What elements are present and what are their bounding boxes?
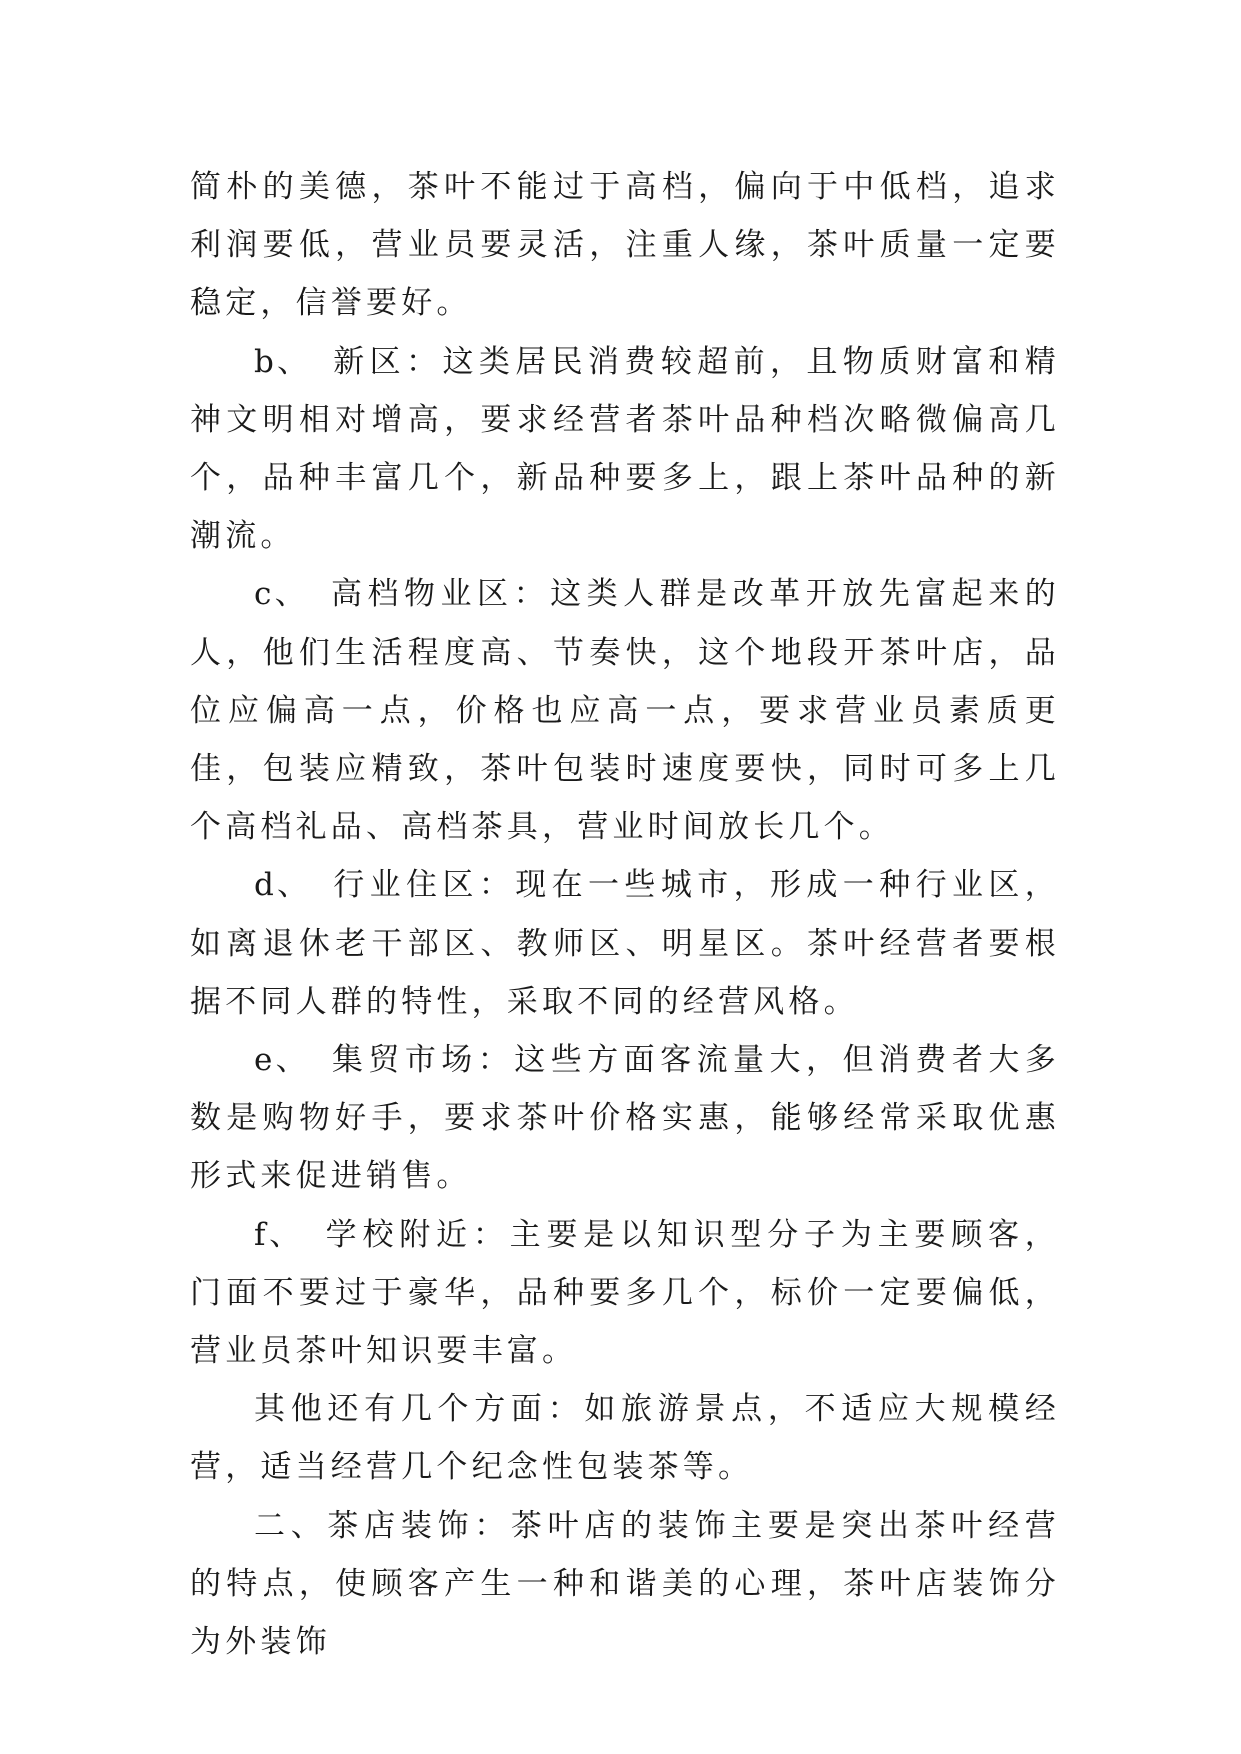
paragraph-market bbox=[190, 1031, 1060, 1206]
paragraph-text: 学校附近：主要是以知识型分子为主要顾客，门面不要过于豪华，品种要多几个，标价一定要偏低，营业员茶叶知识要丰富。 bbox=[190, 1216, 1060, 1370]
document-page bbox=[190, 158, 1060, 1671]
paragraph-premium-area bbox=[190, 565, 1060, 856]
list-marker: d、 bbox=[254, 867, 312, 904]
paragraph-text: 集贸市场：这些方面客流量大，但消费者大多数是购物好手，要求茶叶价格实惠，能够经常采取优惠形式来促进销售。 bbox=[190, 1042, 1060, 1195]
paragraph-decoration bbox=[190, 1497, 1060, 1672]
list-marker: e、 bbox=[254, 1042, 310, 1079]
paragraph-school bbox=[190, 1206, 1060, 1381]
list-marker: c、 bbox=[254, 576, 309, 613]
list-marker: f、 bbox=[254, 1216, 304, 1253]
paragraph-others bbox=[190, 1380, 1060, 1496]
paragraph-text: 新区：这类居民消费较超前，且物质财富和精神文明相对增高，要求经营者茶叶品种档次略微偏高几个，品种丰富几个，新品种要多上，跟上茶叶品种的新潮流。 bbox=[190, 343, 1060, 555]
paragraph-text: 行业住区：现在一些城市，形成一种行业区，如离退休老干部区、教师区、明星区。茶叶经营者要根据不同人群的特性，采取不同的经营风格。 bbox=[190, 867, 1060, 1020]
paragraph-continued bbox=[190, 158, 1060, 333]
paragraph-text: 高档物业区：这类人群是改革开放先富起来的人，他们生活程度高、节奏快，这个地段开茶叶店，品位应偏高一点，价格也应高一点，要求营业员素质更佳，包装应精致，茶叶包装时速度要快，同时可多上几个高档礼品、高档茶具，营业时间放长几个。 bbox=[190, 576, 1060, 846]
list-marker: b、 bbox=[254, 343, 312, 380]
paragraph-industry-area bbox=[190, 856, 1060, 1031]
paragraph-new-district bbox=[190, 333, 1060, 566]
paragraph-text: 简朴的美德，茶叶不能过于高档，偏向于中低档，追求利润要低，营业员要灵活，注重人缘，茶叶质量一定要稳定，信誉要好。 bbox=[190, 169, 1060, 322]
paragraph-text: 其他还有几个方面：如旅游景点，不适应大规模经营，适当经营几个纪念性包装茶等。 bbox=[190, 1391, 1060, 1486]
paragraph-text: 二、茶店装饰：茶叶店的装饰主要是突出茶叶经营的特点，使顾客产生一种和谐美的心理，茶叶店装饰分为外装饰 bbox=[190, 1507, 1060, 1661]
